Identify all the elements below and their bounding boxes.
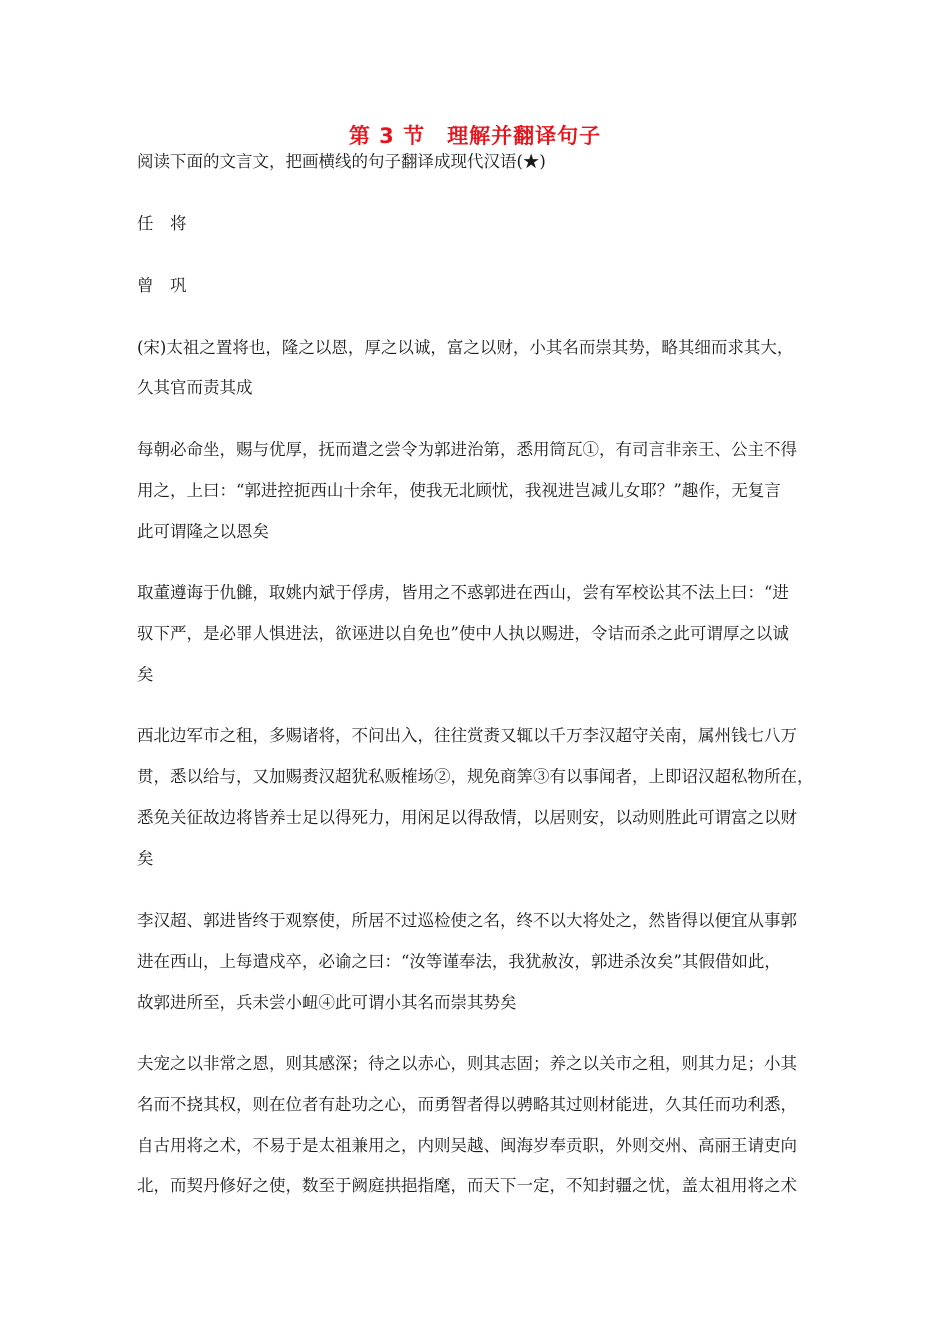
paragraph-6-line-2: 名而不挠其权，则在位者有赴功之心，而勇智者得以骋略其过则材能进，久其任而功利悉， [137,1095,797,1114]
essay-title: 任 将 [137,214,187,233]
paragraph-2-line-3: 此可谓隆之以恩矣 [137,522,269,541]
paragraph-4-line-4: 矣 [137,849,154,868]
paragraph-6-line-1: 夫宠之以非常之恩，则其感深；待之以赤心，则其志固；养之以关市之租，则其力足；小其 [137,1054,797,1073]
paragraph-5-line-3: 故郭进所至，兵未尝小衄④此可谓小其名而崇其势矣 [137,993,517,1012]
paragraph-1-line-1: (宋)太祖之置将也，隆之以恩，厚之以诚，富之以财，小其名而崇其势，略其细而求其大， [137,338,794,357]
paragraph-1-line-2: 久其官而责其成 [137,378,253,397]
paragraph-6-line-3: 自古用将之术，不易于是太祖兼用之，内则吴越、闽海岁奉贡职，外则交州、高丽王请吏向 [137,1136,797,1155]
paragraph-5-line-2: 进在西山，上每遣戍卒，必谕之曰：“汝等谨奉法，我犹赦汝，郭进杀汝矣”其假借如此， [137,952,781,971]
paragraph-2-line-1: 每朝必命坐，赐与优厚，抚而遣之尝令为郭进治第，悉用筒瓦①，有司言非亲王、公主不得 [137,440,797,459]
paragraph-2-line-2: 用之，上曰：“郭进控扼西山十余年，使我无北顾忧，我视进岂减儿女耶？”趣作，无复言 [137,481,781,500]
page-title: 第 3 节 理解并翻译句子 [348,124,602,148]
paragraph-3-line-2: 驭下严，是必罪人惧进法，欲诬进以自免也”使中人执以赐进，令诘而杀之此可谓厚之以诚 [137,624,789,643]
paragraph-4-line-3: 悉免关征故边将皆养士足以得死力，用闲足以得敌情，以居则安，以动则胜此可谓富之以财 [137,808,797,827]
paragraph-4-line-1: 西北边军市之租，多赐诸将，不问出入，往往赏赉又辄以千万李汉超守关南，属州钱七八万 [137,726,797,745]
instruction-text: 阅读下面的文言文，把画横线的句子翻译成现代汉语(★) [137,152,546,171]
paragraph-3-line-3: 矣 [137,665,154,684]
paragraph-5-line-1: 李汉超、郭进皆终于观察使，所居不过巡检使之名，终不以大将处之，然皆得以便宜从事郭 [137,911,797,930]
paragraph-6-line-4: 北，而契丹修好之使，数至于阙庭拱挹指麾，而天下一定，不知封疆之忧，盖太祖用将之术 [137,1176,797,1195]
paragraph-4-line-2: 贯，悉以给与，又加赐赉汉超犹私贩榷场②，规免商筭③有以事闻者，上即诏汉超私物所在， [137,767,814,786]
paragraph-3-line-1: 取董遵诲于仇雠，取姚内斌于俘虏，皆用之不惑郭进在西山，尝有军校讼其不法上曰：“进 [137,583,789,602]
author-name: 曾 巩 [137,276,187,295]
